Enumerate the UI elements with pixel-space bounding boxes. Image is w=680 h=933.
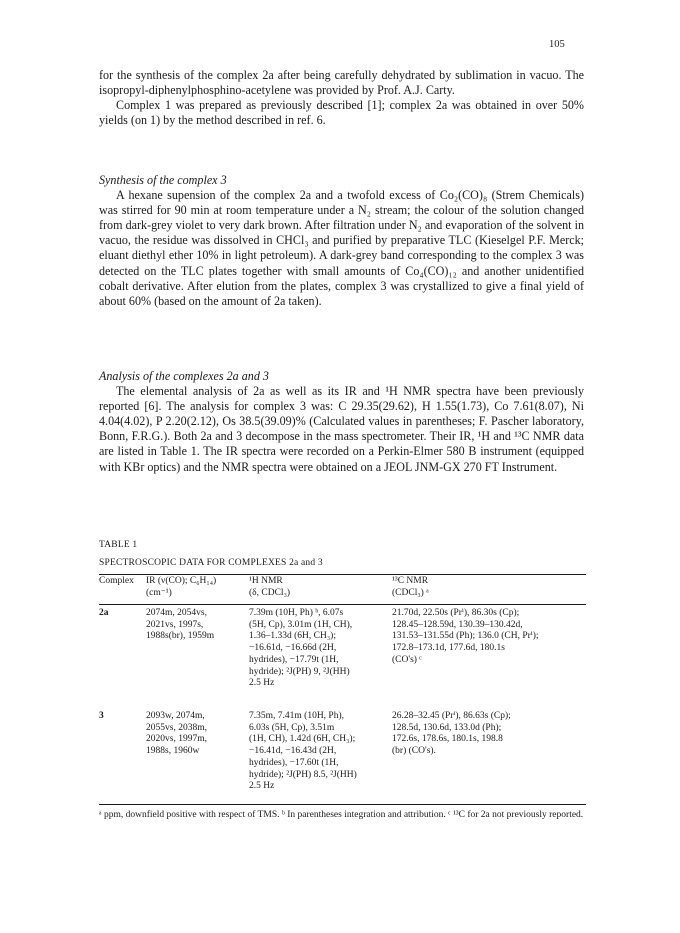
table-header-rule: [99, 604, 586, 605]
table-footnote: [99, 809, 586, 821]
footnote-text: ᵃ ppm, downfield positive with respect of TMS. ᵇ In parentheses integration and attribution. ᶜ ¹³C for 2a not previously reported.: [99, 810, 584, 820]
header-ir: IR (ν(CO); C₆H₁₄) (cm⁻¹): [146, 576, 217, 598]
analysis-body: The elemental analysis of 2a as well as its IR and ¹H NMR spectra have been previously reported [6]. The analysis for complex 3 was: C 29.35(29.62), H 1.55(1.73), Co 7.61(8.07), Ni 4.04(4.02), P 2.20(2.12), Os 38.5(39.09)% (Calculated values in parentheses; F. Pascher laboratory, Bonn, F.R.G.). Both 2a and 3 decompose in the mass spectrometer. Their IR, ¹H and ¹³C NMR data are listed in Table 1. The IR spectra were recorded on a Perkin-Elmer 580 B instrument (equipped with KBr optics) and the NMR spectra were obtained on a JEOL JNM-GX 270 FT Instrument.: [99, 384, 584, 474]
intro-paragraph-2: Complex 1 was prepared as previously described [1]; complex 2a was obtained in over 50% yields (on 1) by the method described in ref. 6.: [99, 98, 584, 128]
row-3-ir: 2093w, 2074m, 2055vs, 2038m, 2020vs, 1997m, 1988s, 1960w: [146, 711, 207, 757]
table-top-rule: [99, 574, 586, 575]
intro-text: [99, 68, 584, 128]
row-2a-h-nmr: 7.39m (10H, Ph) ᵇ, 6.07s (5H, Cp), 3.01m (1H, CH), 1.36–1.33d (6H, CH₃); −16.61d, −16.66d (2H, hydrides), −17.79t (1H, hydride); ²J(PH) 9, ²J(HH) 2.5 Hz: [249, 608, 353, 689]
synthesis-heading: Synthesis of the complex 3: [99, 173, 227, 187]
analysis-heading: Analysis of the complexes 2a and 3: [99, 369, 269, 383]
row-3-h-nmr: 7.35m, 7.41m (10H, Ph), 6.03s (5H, Cp), 3.51m (1H, CH), 1.42d (6H, CH₃); −16.41d, −16.43d (2H, hydrides), −17.60t (1H, hydride); ²J(PH) 8.5, ²J(HH) 2.5 Hz: [249, 711, 357, 792]
table-caption: SPECTROSCOPIC DATA FOR COMPLEXES 2a and 3: [99, 558, 323, 568]
table-number: TABLE 1: [99, 540, 138, 550]
synthesis-body: A hexane supension of the complex 2a and a twofold excess of Co₂(CO)₈ (Strem Chemicals) was stirred for 90 min at room temperature under a N₂ stream; the colour of the solution changed from dark-grey violet to very dark brown. After filtration under N₂ and evaporation of the solvent in vacuo, the residue was dissolved in CHCl₃ and purified by preparative TLC (Kieselgel P.F. Merck; eluant diethyl ether 10% in light petroleum). A dark-grey band corresponding to the complex 3 was detected on the TLC plates together with small amounts of Co₄(CO)₁₂ and another unidentified cobalt derivative. After elution from the plates, complex 3 was crystallized to give a final yield of about 60% (based on the amount of 2a taken).: [99, 188, 584, 308]
table-bottom-rule: [99, 804, 586, 805]
row-2a-complex: 2a: [99, 608, 109, 618]
row-2a-c-nmr: 21.70d, 22.50s (Prⁱ), 86.30s (Cp); 128.45–128.59d, 130.39–130.42d, 131.53–131.55d (Ph); 136.0 (CH, Prⁱ); 172.8–173.1d, 177.6d, 180.1s (CO's) ᶜ: [392, 608, 539, 665]
row-3-c-nmr: 26.28–32.45 (Prⁱ), 86.63s (Cp); 128.5d, 130.6d, 133.0d (Ph); 172.6s, 178.6s, 180.1s, 198.8 (br) (CO's).: [392, 711, 511, 757]
intro-paragraph-1: for the synthesis of the complex 2a after being carefully dehydrated by sublimation in vacuo. The isopropyl-diphenylphosphino-acetylene was provided by Prof. A.J. Carty.: [99, 68, 584, 98]
header-c-nmr: ¹³C NMR (CDCl₃) ᵃ: [392, 576, 429, 598]
row-3-complex: 3: [99, 711, 104, 721]
synthesis-section: [99, 173, 584, 309]
header-h-nmr: ¹H NMR (δ, CDCl₃): [249, 576, 291, 598]
row-2a-ir: 2074m, 2054vs, 2021vs, 1997s, 1988s(br), 1959m: [146, 608, 215, 642]
header-complex: Complex: [99, 576, 134, 586]
page-number: 105: [549, 39, 565, 50]
analysis-section: [99, 369, 584, 475]
